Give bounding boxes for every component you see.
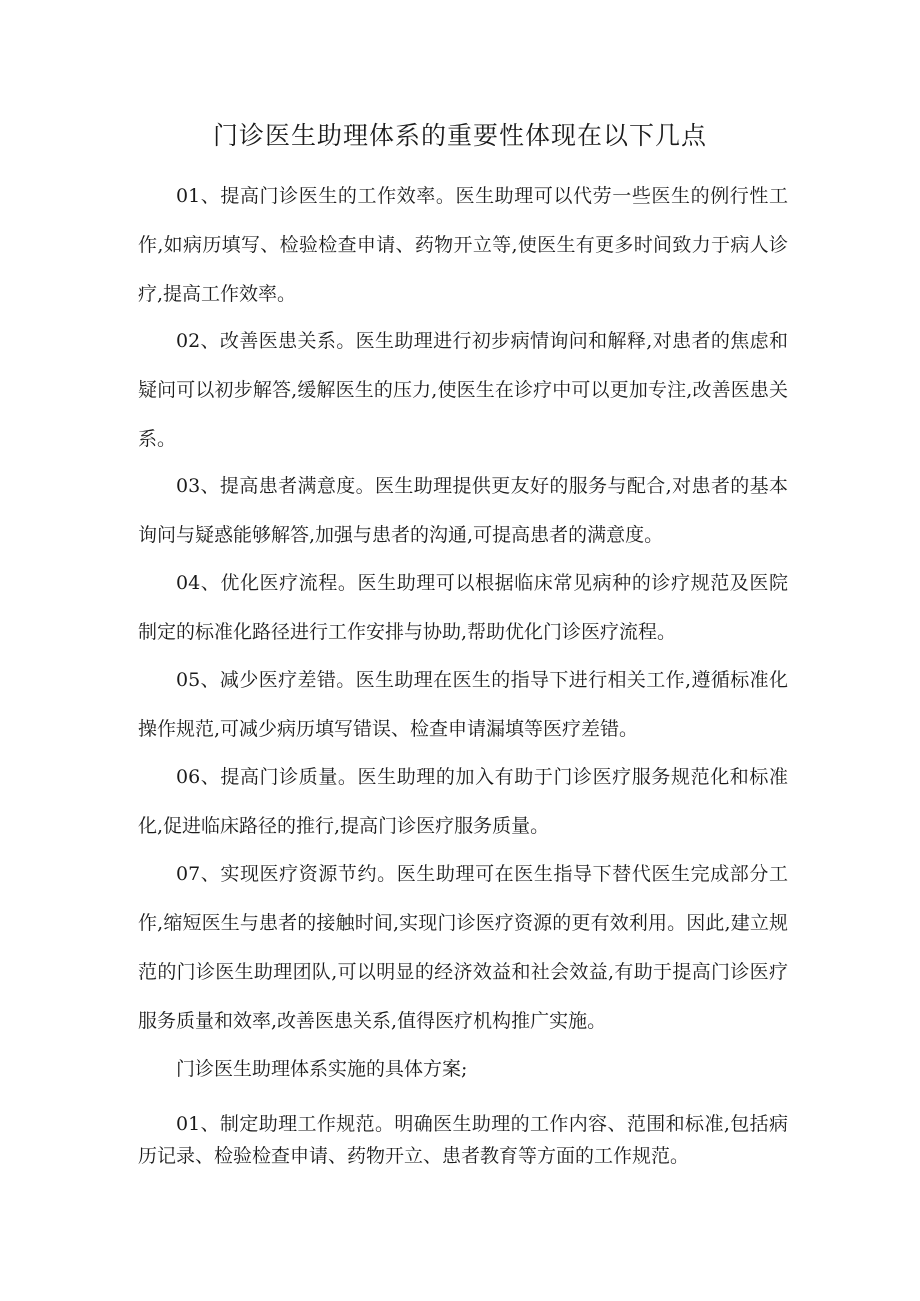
implementation-heading: 门诊医生助理体系实施的具体方案; [176,1058,468,1080]
paragraph-02-relations: 02、改善医患关系。医生助理进行初步病情询问和解释,对患者的焦虑和疑问可以初步解答,缓解医生的压力,使医生在诊疗中可以更加专注,改善医患关系。 [138,330,788,450]
paragraph-06-quality: 06、提高门诊质量。医生助理的加入有助于门诊医疗服务规范化和标准化,促进临床路径的推行,提高门诊医疗服务质量。 [138,766,788,837]
paragraph-04-process: 04、优化医疗流程。医生助理可以根据临床常见病种的诊疗规范及医院制定的标准化路径进行工作安排与协助,帮助优化门诊医疗流程。 [138,572,788,643]
paragraph-03-satisfaction: 03、提高患者满意度。医生助理提供更友好的服务与配合,对患者的基本询问与疑惑能够解答,加强与患者的沟通,可提高患者的满意度。 [138,475,788,546]
paragraph-05-errors: 05、减少医疗差错。医生助理在医生的指导下进行相关工作,遵循标准化操作规范,可减少病历填写错误、检查申请漏填等医疗差错。 [138,669,788,740]
paragraph-plan-01: 01、制定助理工作规范。明确医生助理的工作内容、范围和标准,包括病历记录、检验检查申请、药物开立、患者教育等方面的工作规范。 [138,1113,788,1167]
paragraph-07-resources: 07、实现医疗资源节约。医生助理可在医生指导下替代医生完成部分工作,缩短医生与患者的接触时间,实现门诊医疗资源的更有效利用。因此,建立规范的门诊医生助理团队,可以明显的经济效益和社会效益,有助于提高门诊医疗服务质量和效率,改善医患关系,值得医疗机构推广实施。 [138,863,788,1032]
paragraph-01-efficiency: 01、提高门诊医生的工作效率。医生助理可以代劳一些医生的例行性工作,如病历填写、检验检查申请、药物开立等,使医生有更多时间致力于病人诊疗,提高工作效率。 [138,185,788,305]
document-title: 门诊医生助理体系的重要性体现在以下几点 [212,121,707,150]
